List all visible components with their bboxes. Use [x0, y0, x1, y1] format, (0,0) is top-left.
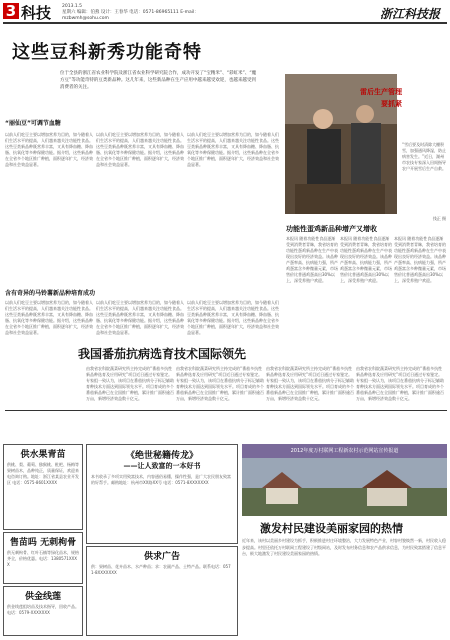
village-photo [242, 458, 447, 516]
photo-credit: 钱正 摄 [432, 216, 446, 221]
main-headline: 这些豆科新秀功能奇特 [12, 42, 202, 63]
ad-holly-title [4, 535, 82, 548]
ad-holly-title-suffix: 无刺枸骨 [40, 538, 77, 548]
header-rule [3, 22, 447, 24]
potato-col-3: 以前人们吃豆主要以增加营养为目的，如今随着人们生活水平的提高，人们越来越关注功能性食品。这些豆类新品种既营养丰富，又具有降血糖、降血脂、抗氧化等多种保健功能。据介绍，这些新品种在全省多个地区推广种植，面积逐年扩大，经济效益和社会效益显著。 [187, 300, 279, 335]
book-text: 本书收录了多项实用致富技术，内容通俗易懂，操作性强，是广大农民朋友致富的好帮手。邮购地址：杭州市XX路XX号 电话：0571-8XXXXXXX [91, 474, 231, 485]
ad-holly-title-main: 售苗吗 [9, 538, 37, 548]
book-subtitle: ——让人致富的一本好书 [123, 462, 201, 470]
page-number: 3 [3, 3, 19, 19]
story2-col-3: 本报讯 随着功能性食品逐渐受到消费者青睐，我省培育的功能性蛋鸡新品种在生产中表现出良好的经济效益。该品种产蛋率高、抗病能力强，所产鸡蛋富含多种微量元素，市场售价比普通鸡蛋高出30%以上，深受养殖户欢迎。 [394, 236, 446, 283]
ad-holly-text: 供无刺枸骨、红叶石楠等绿化苗木，规格齐全，价格优惠。电话：1380571XXXX [7, 550, 79, 567]
photo-caption-text: “雪后要及时清除大棚积雪，加强通风降湿，防止病害发生。”近日，湖州市农技专家深入田间指导农户开展雪后生产自救。 [402, 142, 446, 171]
village-landscape-icon [242, 458, 447, 516]
section-title: 科技 [21, 4, 52, 22]
header-date: 2013.1.5 [62, 4, 83, 9]
story2-col-2: 本报讯 随着功能性食品逐渐受到消费者青睐，我省培育的功能性蛋鸡新品种在生产中表现出良好的经济效益。该品种产蛋率高、抗病能力强，所产鸡蛋富含多种微量元素，市场售价比普通鸡蛋高出30%以上，深受养殖户欢迎。 [340, 236, 392, 283]
photo-caption-title: 雷后生产管理 [360, 88, 402, 96]
ad-fruit-text: 供桃、梨、葡萄、猕猴桃、枇杷、杨梅等果树苗木，品种纯正，质量保证，欢迎来电咨询订购。地址：浙江省某县农业开发区 电话：0575-8601XXXX [7, 462, 79, 485]
story3-col-2: 由我省农科院蔬菜研究所主持完成的“番茄多抗性新品种选育及应用研究”项目近日通过专家鉴定。专家组一致认为，该项目在番茄抗病分子标记辅助育种技术方面达到国际领先水平。项目育成的多个番茄新品种已在全国推广种植，累计推广面积逾百万亩，新增经济效益数十亿元。 [176, 366, 264, 401]
story3-col-1: 由我省农科院蔬菜研究所主持完成的“番茄多抗性新品种选育及应用研究”项目近日通过专家鉴定。专家组一致认为，该项目在番茄抗病分子标记辅助育种技术方面达到国际领先水平。项目育成的多个番茄新品种已在全国推广种植，累计推广面积逾百万亩，新增经济效益数十亿元。 [86, 366, 174, 401]
book-ad [86, 444, 238, 544]
story3-headline: 我国番茄抗病选育技术国际领先 [78, 347, 247, 361]
bottom-story-text: 近年来，该村以美丽乡村建设为抓手，积极推进村庄环境整治，大力发展特色产业，村容村貌焕然一新，村民收入稳步提高。村里还依托万村联网工程建设了村级网站，及时发布村务信息和农产品供求信息，为村民致富搭建了信息平台，极大地激发了村民建设美丽家园的热情。 [242, 538, 446, 556]
potato-col-1: 以前人们吃豆主要以增加营养为目的，如今随着人们生活水平的提高，人们越来越关注功能性食品。这些豆类新品种既营养丰富，又具有降血糖、降血脂、抗氧化等多种保健功能。据介绍，这些新品种在全省多个地区推广种植，面积逐年扩大，经济效益和社会效益显著。 [5, 300, 93, 335]
classified-ad [86, 546, 238, 636]
story3-col-4: 由我省农科院蔬菜研究所主持完成的“番茄多抗性新品种选育及应用研究”项目近日通过专家鉴定。专家组一致认为，该项目在番茄抗病分子标记辅助育种技术方面达到国际领先水平。项目育成的多个番茄新品种已在全国推广种植，累计推广面积逾百万亩，新增经济效益数十亿元。 [356, 366, 444, 401]
story-col-2: 以前人们吃豆主要以增加营养为目的，如今随着人们生活水平的提高，人们越来越关注功能性食品。这些豆类新品种既营养丰富，又具有降血糖、降血脂、抗氧化等多种保健功能。据介绍，这些新品种在全省多个地区推广种植，面积逐年扩大，经济效益和社会效益显著。 [96, 132, 184, 167]
story-col-1: 以前人们吃豆主要以增加营养为目的，如今随着人们生活水平的提高，人们越来越关注功能性食品。这些豆类新品种既营养丰富，又具有降血糖、降血脂、抗氧化等多种保健功能。据介绍，这些新品种在全省多个地区推广种植，面积逐年扩大，经济效益和社会效益显著。 [5, 132, 93, 167]
ad-jinxianlian-title: 供金线莲 [24, 592, 61, 602]
paper-logo: 浙江科技报 [380, 7, 441, 21]
bottom-headline: 激发村民建设美丽家园的热情 [260, 522, 403, 535]
ad-fruit-seedlings [3, 444, 83, 530]
classified-text: 供：果树苗、花卉苗木、水产种苗；求：农副产品、土特产品。联系电话：0571-8XXXXXXX [91, 564, 231, 575]
story2-col-1: 本报讯 随着功能性食品逐渐受到消费者青睐，我省培育的功能性蛋鸡新品种在生产中表现出良好的经济效益。该品种产蛋率高、抗病能力强，所产鸡蛋富含多种微量元素，市场售价比普通鸡蛋高出30%以上，深受养殖户欢迎。 [286, 236, 338, 283]
story2-headline: 功能性蛋鸡新品种增产又增收 [286, 225, 377, 233]
book-title: 《绝世秘籍传龙》 [125, 451, 198, 461]
bottom-banner: 2012年度万村联网工程新农村示范网站宣传报道 [242, 444, 447, 458]
story-col-3: 以前人们吃豆主要以增加营养为目的，如今随着人们生活水平的提高，人们越来越关注功能性食品。这些豆类新品种既营养丰富，又具有降血糖、降血脂、抗氧化等多种保健功能。据介绍，这些新品种在全省多个地区推广种植，面积逐年扩大，经济效益和社会效益显著。 [187, 132, 279, 167]
classified-title: 供求广告 [143, 552, 180, 562]
ad-fruit-title: 供水果青苗 [20, 450, 66, 460]
subheading-potato: 含有奇异的马铃薯新品种培育成功 [5, 290, 96, 297]
story3-col-3: 由我省农科院蔬菜研究所主持完成的“番茄多抗性新品种选育及应用研究”项目近日通过专家鉴定。专家组一致认为，该项目在番茄抗病分子标记辅助育种技术方面达到国际领先水平。项目育成的多个番茄新品种已在全国推广种植，累计推广面积逾百万亩，新增经济效益数十亿元。 [266, 366, 354, 401]
header-meta [62, 4, 202, 22]
ad-jinxianlian [3, 586, 83, 636]
ad-jinxianlian-text: 供金线莲组培苗及技术指导，回收产品。电话：0579-XXXXXXX [7, 604, 79, 615]
subheading-lixian-bean: “丽仙豆”可调节血糖 [5, 120, 61, 127]
header-editor-line: 星期六 编辑：伯燕 设计：王春华 电话：0571-86965111 E-mail：mzbwmh@sohu.com [62, 10, 199, 21]
potato-col-2: 以前人们吃豆主要以增加营养为目的，如今随着人们生活水平的提高，人们越来越关注功能性食品。这些豆类新品种既营养丰富，又具有降血糖、降血脂、抗氧化等多种保健功能。据介绍，这些新品种在全省多个地区推广种植，面积逐年扩大，经济效益和社会效益显著。 [96, 300, 184, 335]
ad-holly [3, 532, 83, 584]
main-intro: 位于全县的浙江省农业科学院及浙江省农业科学研究院合作，成功开发了“宝精米”、“彩虹米”、“魔方豆”等功能奇特的豆类新品种。这几年来，这些新品种在生产应用中越来越受欢迎，也越来越受到消费者的关注。 [60, 71, 257, 90]
photo-caption-title2: 要抓紧 [381, 100, 402, 108]
